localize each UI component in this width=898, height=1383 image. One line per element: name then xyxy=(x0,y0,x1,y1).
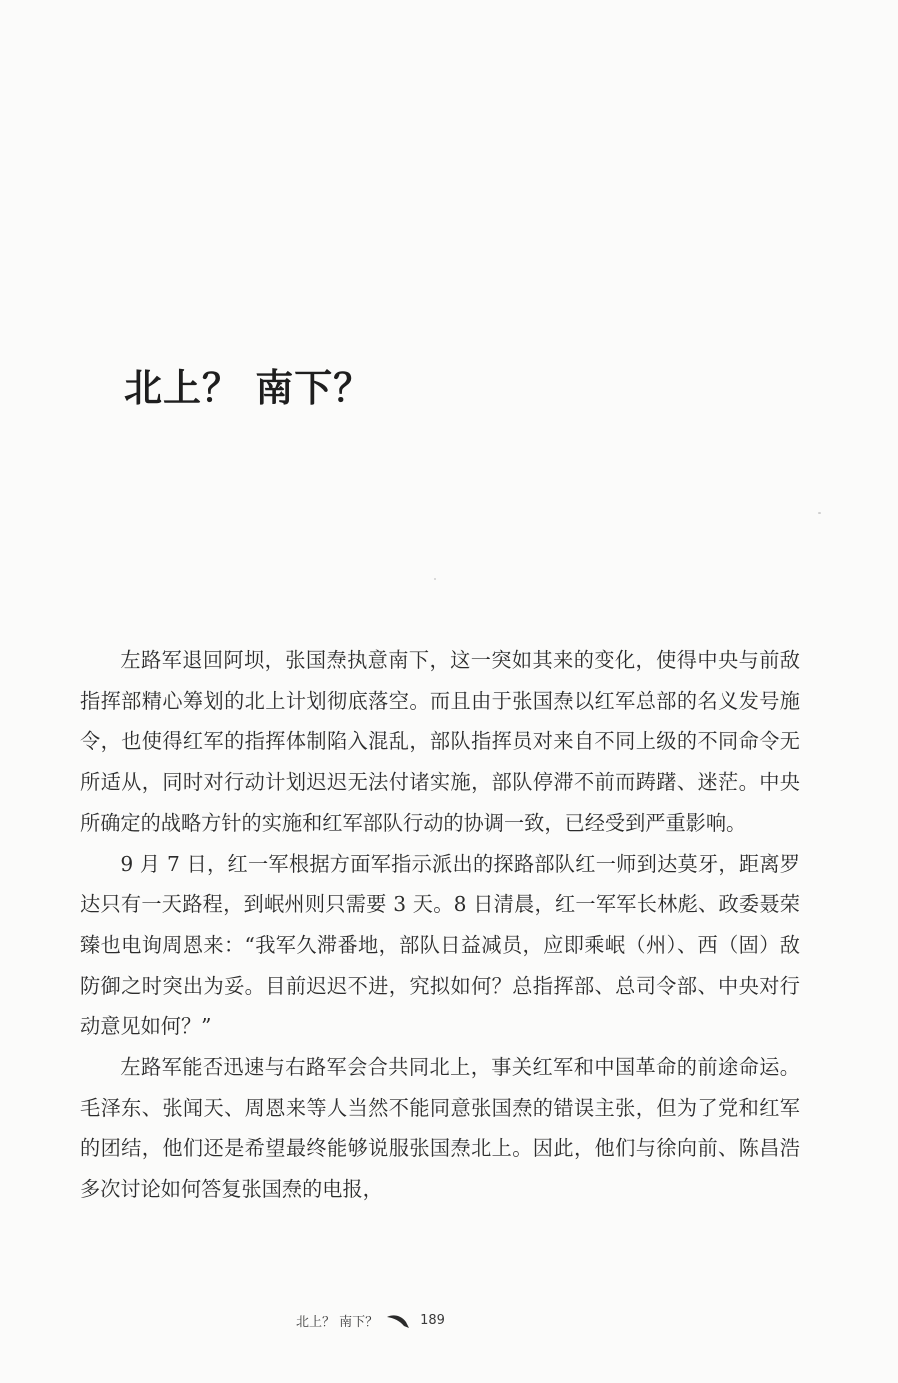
paper-speck xyxy=(818,512,821,514)
chapter-title: 北上？ 南下？ xyxy=(124,365,373,410)
page-footer xyxy=(296,1311,445,1330)
paragraph-1: 左路军退回阿坝，张国焘执意南下，这一突如其来的变化，使得中央与前敌指挥部精心筹划的北上计划彻底落空。而且由于张国焘以红军总部的名义发号施令，也使得红军的指挥体制陷入混乱，部队指挥员对来自不同上级的不同命令无所适从，同时对行动计划迟迟无法付诸实施，部队停滞不前而踌躇、迷茫。中央所确定的战略方针的实施和红军部队行动的协调一致，已经受到严重影响。 xyxy=(80,648,800,835)
page-number: 189 xyxy=(420,1313,445,1328)
running-head: 北上？ 南下？ xyxy=(296,1315,379,1330)
brush-stroke-icon xyxy=(386,1313,412,1329)
paper-speck xyxy=(434,578,436,580)
paragraph-3: 左路军能否迅速与右路军会合共同北上，事关红军和中国革命的前途命运。毛泽东、张闻天、周恩来等人当然不能同意张国焘的错误主张，但为了党和红军的团结，他们还是希望最终能够说服张国焘北上。因此，他们与徐向前、陈昌浩多次讨论如何答复张国焘的电报， xyxy=(80,1055,800,1202)
paragraph-2: 9 月 7 日，红一军根据方面军指示派出的探路部队红一师到达莫牙，距离罗达只有一天路程，到岷州则只需要 3 天。8 日清晨，红一军军长林彪、政委聂荣臻也电询周恩来：“我军久滞番地，部队日益减员，应即乘岷（州）、西（固）敌防御之时突出为妥。目前迟迟不进，究拟如何？总指挥部、总司令部、中央对行动意见如何？” xyxy=(80,851,800,1039)
body-text xyxy=(80,640,800,1210)
